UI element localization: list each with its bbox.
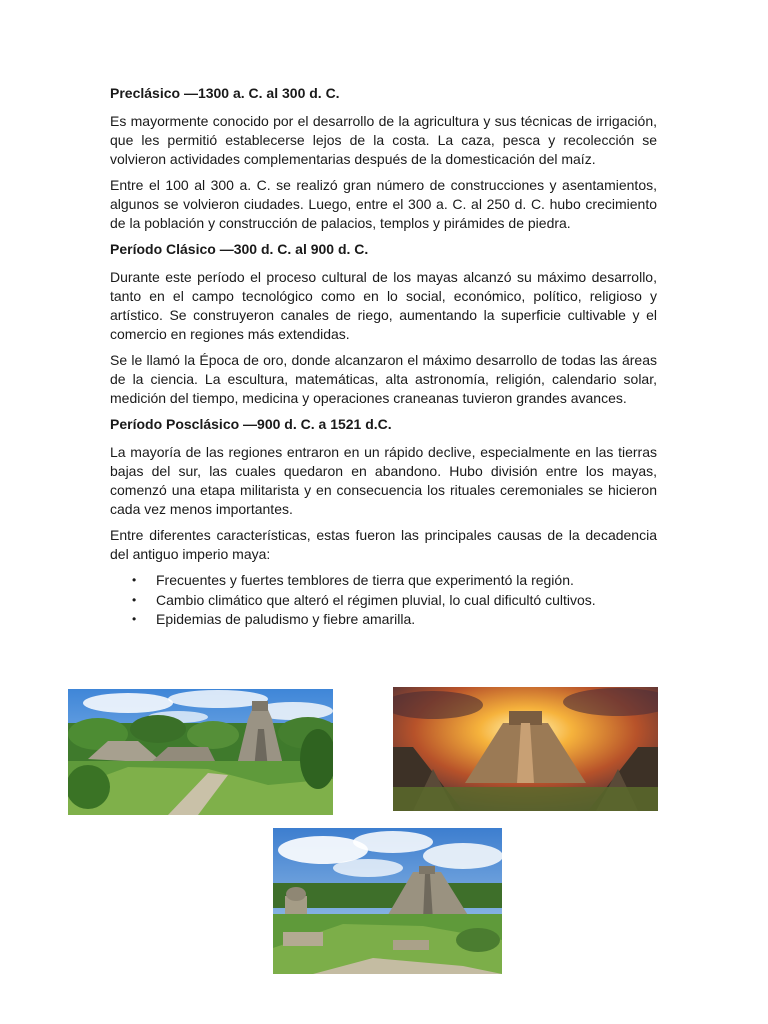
sunset-pyramid-photo [393,687,658,811]
paragraph: Se le llamó la Época de oro, donde alcanzaron el máximo desarrollo de todas las áreas de la ciencia. La escultura, matemáticas, alta astronomía, religión, calendario solar, medición del tiempo, medicina y operaciones craneanas tuvieron grandes avances. [110,352,657,406]
paragraph: Es mayormente conocido por el desarrollo de la agricultura y sus técnicas de irrigación, que les permitió establecerse lejos de la costa. La caza, pesca y recolección se volvieron actividades complementarias después de la domesticación del maíz. [110,113,657,167]
document-body [110,84,657,630]
list-item: • Cambio climático que alteró el régimen pluvial, lo cual dificultó cultivos. [156,591,657,611]
bullet-icon: • [132,612,137,626]
list-item: • Frecuentes y fuertes temblores de tierra que experimentó la región. [156,571,657,591]
jungle-temple-photo [68,689,333,815]
heading-clasico: Período Clásico —300 d. C. al 900 d. C. [110,241,369,257]
paragraph: Durante este período el proceso cultural de los mayas alcanzó su máximo desarrollo, tanto en el campo tecnológico como en lo social, económico, político, religioso y artístico. Se construyeron canales de riego, aumentando la superficie cultivable y el comercio en regiones más extendidas. [110,269,657,342]
list-item: • Epidemias de paludismo y fiebre amarilla. [156,610,657,630]
paragraph: Entre el 100 al 300 a. C. se realizó gran número de construcciones y asentamientos, algunos se volvieron ciudades. Luego, entre el 300 a. C. al 250 d. C. hubo crecimiento de la población y construcción de palacios, templos y pirámides de piedra. [110,177,657,231]
bullet-icon: • [132,573,137,587]
heading-posclasico: Período Posclásico —900 d. C. a 1521 d.C. [110,416,392,432]
plaza-pyramid-photo [273,828,502,974]
paragraph: Entre diferentes características, estas fueron las principales causas de la decadencia del antiguo imperio maya: [110,527,657,562]
bullet-icon: • [132,592,137,607]
heading-preclasico: Preclásico —1300 a. C. al 300 d. C. [110,85,340,101]
causes-list [110,571,657,630]
paragraph: La mayoría de las regiones entraron en un rápido declive, especialmente en las tierras bajas del sur, las cuales quedaron en abandono. Hubo división entre los mayas, comenzó una etapa militarista y en consecuencia los rituales ceremoniales se hicieron cada vez menos importantes. [110,444,657,517]
